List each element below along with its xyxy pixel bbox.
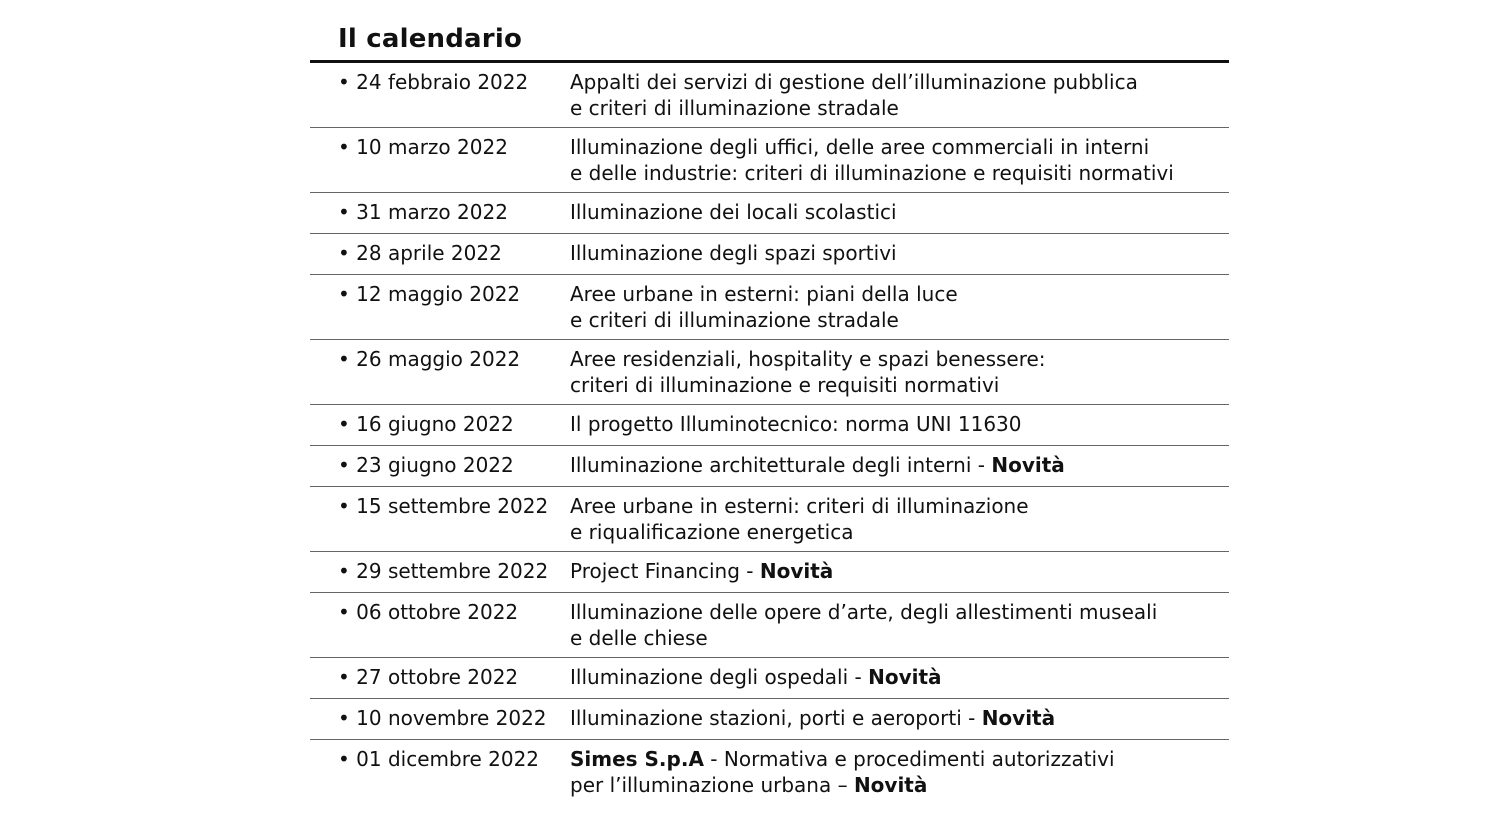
description-text: e riqualificazione energetica bbox=[570, 520, 854, 544]
description-line bbox=[570, 664, 942, 690]
calendar-row bbox=[310, 658, 1229, 699]
calendar-row bbox=[310, 593, 1229, 658]
event-description bbox=[570, 746, 1115, 798]
calendar-row bbox=[310, 128, 1229, 193]
description-text: Illuminazione delle opere d’arte, degli allestimenti museali bbox=[570, 600, 1158, 624]
description-line bbox=[570, 599, 1157, 625]
event-date: • 31 marzo 2022 bbox=[338, 200, 508, 224]
event-description bbox=[570, 134, 1174, 186]
description-text: Illuminazione dei locali scolastici bbox=[570, 200, 897, 224]
description-text: Illuminazione stazioni, porti e aeroporti - bbox=[570, 706, 982, 730]
description-line bbox=[570, 772, 1115, 798]
calendar-row bbox=[310, 193, 1229, 234]
emphasis-text: Novità bbox=[868, 665, 942, 689]
description-text: Illuminazione degli uffici, delle aree commerciali in interni bbox=[570, 135, 1150, 159]
event-date: • 10 novembre 2022 bbox=[338, 706, 547, 730]
event-date: • 06 ottobre 2022 bbox=[338, 600, 519, 624]
description-line bbox=[570, 625, 1157, 651]
description-text: e criteri di illuminazione stradale bbox=[570, 308, 899, 332]
description-text: criteri di illuminazione e requisiti normativi bbox=[570, 373, 1000, 397]
event-description bbox=[570, 199, 897, 225]
description-text: Aree urbane in esterni: criteri di illuminazione bbox=[570, 494, 1029, 518]
description-line bbox=[570, 199, 897, 225]
description-line bbox=[570, 281, 958, 307]
event-date: • 28 aprile 2022 bbox=[338, 241, 502, 265]
description-text: Project Financing - bbox=[570, 559, 760, 583]
description-line bbox=[570, 95, 1138, 121]
calendar-row bbox=[310, 405, 1229, 446]
description-line bbox=[570, 69, 1138, 95]
description-line bbox=[570, 307, 958, 333]
description-line bbox=[570, 452, 1065, 478]
event-description bbox=[570, 411, 1022, 437]
event-description bbox=[570, 493, 1029, 545]
event-date: • 12 maggio 2022 bbox=[338, 282, 521, 306]
emphasis-text: Simes S.p.A bbox=[570, 747, 704, 771]
description-text: Aree urbane in esterni: piani della luce bbox=[570, 282, 958, 306]
description-text: e criteri di illuminazione stradale bbox=[570, 96, 899, 120]
description-text: e delle chiese bbox=[570, 626, 708, 650]
description-text: - Normativa e procedimenti autorizzativi bbox=[703, 747, 1115, 771]
description-text: Appalti dei servizi di gestione dell’illuminazione pubblica bbox=[570, 70, 1138, 94]
description-line bbox=[570, 411, 1022, 437]
event-date: • 15 settembre 2022 bbox=[338, 494, 549, 518]
event-date: • 26 maggio 2022 bbox=[338, 347, 521, 371]
calendar-row bbox=[310, 63, 1229, 128]
calendar-row bbox=[310, 487, 1229, 552]
calendar-row bbox=[310, 275, 1229, 340]
event-date: • 23 giugno 2022 bbox=[338, 453, 514, 477]
description-line bbox=[570, 746, 1115, 772]
event-description bbox=[570, 346, 1046, 398]
event-date: • 24 febbraio 2022 bbox=[338, 70, 529, 94]
event-description bbox=[570, 705, 1055, 731]
event-description bbox=[570, 558, 833, 584]
calendar-row bbox=[310, 234, 1229, 275]
description-text: Illuminazione degli ospedali - bbox=[570, 665, 869, 689]
event-date: • 10 marzo 2022 bbox=[338, 135, 508, 159]
description-line bbox=[570, 558, 833, 584]
calendar-row bbox=[310, 552, 1229, 593]
description-line bbox=[570, 372, 1046, 398]
description-line bbox=[570, 160, 1174, 186]
event-description bbox=[570, 281, 958, 333]
calendar-table bbox=[310, 63, 1229, 805]
calendar-row bbox=[310, 340, 1229, 405]
calendar-row bbox=[310, 699, 1229, 740]
emphasis-text: Novità bbox=[991, 453, 1065, 477]
event-date: • 16 giugno 2022 bbox=[338, 412, 514, 436]
emphasis-text: Novità bbox=[981, 706, 1056, 730]
description-text: Illuminazione architetturale degli interni - bbox=[570, 453, 992, 477]
description-text: e delle industrie: criteri di illuminazione e requisiti normativi bbox=[570, 161, 1174, 185]
calendar-row bbox=[310, 446, 1229, 487]
emphasis-text: Novità bbox=[759, 559, 834, 583]
event-description bbox=[570, 599, 1157, 651]
description-text: per l’illuminazione urbana – bbox=[570, 773, 854, 797]
event-date: • 29 settembre 2022 bbox=[338, 559, 549, 583]
description-line bbox=[570, 134, 1174, 160]
description-line bbox=[570, 519, 1029, 545]
description-line bbox=[570, 346, 1046, 372]
event-description bbox=[570, 69, 1138, 121]
description-text: Illuminazione degli spazi sportivi bbox=[570, 241, 897, 265]
description-line bbox=[570, 705, 1055, 731]
description-line bbox=[570, 493, 1029, 519]
event-description bbox=[570, 240, 897, 266]
event-description bbox=[570, 664, 942, 690]
event-date: • 27 ottobre 2022 bbox=[338, 665, 519, 689]
emphasis-text: Novità bbox=[853, 773, 928, 797]
calendar-row bbox=[310, 740, 1229, 805]
event-date: • 01 dicembre 2022 bbox=[338, 747, 540, 771]
description-line bbox=[570, 240, 897, 266]
description-text: Il progetto Illuminotecnico: norma UNI 11630 bbox=[570, 412, 1022, 436]
page-title: Il calendario bbox=[338, 24, 523, 54]
description-text: Aree residenziali, hospitality e spazi benessere: bbox=[570, 347, 1046, 371]
event-description bbox=[570, 452, 1065, 478]
